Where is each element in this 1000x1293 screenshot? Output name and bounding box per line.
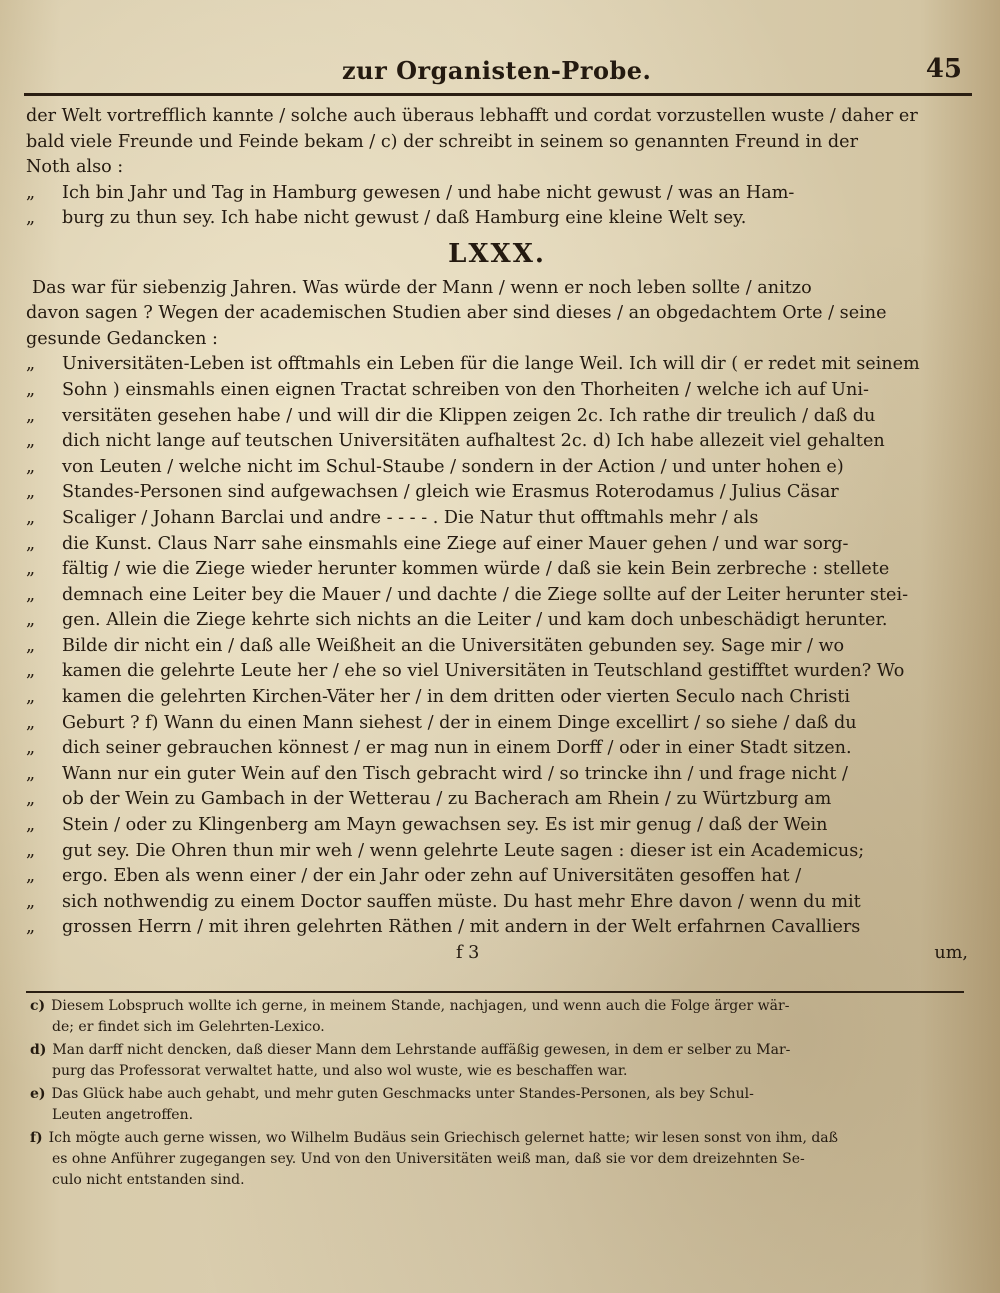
footnote-text: purg das Professorat verwaltet hatte, und also wol wuste, wie es beschaffen war. [52, 1063, 628, 1079]
quote-line: „ grossen Herrn / mit ihren gelehrten Räthen / mit andern in der Welt erfahrnen Cavalliers [26, 915, 968, 941]
quote-line: „ demnach eine Leiter bey die Mauer / und dachte / die Ziege sollte auf der Leiter herunter stei- [26, 583, 968, 609]
footnote-marker: c) [30, 998, 46, 1014]
quote-line: „ Geburt ? f) Wann du einen Mann siehest / der in einem Dinge excellirt / so siehe / daß du [26, 711, 968, 737]
quote-line: „ von Leuten / welche nicht im Schul-Staube / sondern in der Action / und unter hohen e) [26, 455, 968, 481]
quote-line: „ Bilde dir nicht ein / daß alle Weißheit an die Universitäten gebunden sey. Sage mir / wo [26, 634, 968, 660]
footnotes [30, 996, 962, 1193]
footnote-marker: d) [30, 1042, 47, 1058]
quote-line: „ Standes-Personen sind aufgewachsen / gleich wie Erasmus Roterodamus / Julius Cäsar [26, 480, 968, 506]
running-title: zur Organisten-Probe. [342, 56, 652, 85]
header-rule [24, 93, 972, 96]
quote-line: „ dich seiner gebrauchen könnest / er mag nun in einem Dorff / oder in einer Stadt sitzen. [26, 736, 968, 762]
quote-line: „ burg zu thun sey. Ich habe nicht gewust / daß Hamburg eine kleine Welt sey. [26, 206, 968, 232]
quote-line: „ versitäten gesehen habe / und will dir die Klippen zeigen 2c. Ich rathe dir treulich / daß du [26, 404, 968, 430]
text-line: Noth also : [26, 157, 124, 178]
page-foot-line [26, 941, 968, 967]
quote-line: „ kamen die gelehrte Leute her / ehe so viel Universitäten in Teutschland gestifftet wurden? Wo [26, 659, 968, 685]
footnote-marker: f) [30, 1130, 43, 1146]
quote-line: „ Wann nur ein guter Wein auf den Tisch gebracht wird / so trincke ihn / und frage nicht / [26, 762, 968, 788]
text-line: bald viele Freunde und Feinde bekam / c) der schreibt in seinem so genannten Freund in der [26, 131, 858, 152]
quote-line: „ Ich bin Jahr und Tag in Hamburg gewesen / und habe nicht gewust / was an Ham- [26, 181, 968, 207]
footnote-d [30, 1040, 962, 1082]
quote-line: „ sich nothwendig zu einem Doctor sauffen müste. Du hast mehr Ehre davon / wenn du mit [26, 890, 968, 916]
footnote-text: Das Glück habe auch gehabt, und mehr guten Geschmacks unter Standes-Personen, als bey Schul- [51, 1086, 754, 1102]
catchword: um, [934, 943, 968, 963]
footnote-text: Leuten angetroffen. [52, 1107, 194, 1123]
footnote-c [30, 996, 962, 1038]
footnote-text: de; er findet sich im Gelehrten-Lexico. [52, 1019, 325, 1035]
footnote-text: Diesem Lobspruch wollte ich gerne, in meinem Stande, nachjagen, und wenn auch die Folge ärger wär- [51, 998, 790, 1014]
running-header [22, 52, 970, 92]
quote-line: „ gen. Allein die Ziege kehrte sich nichts an die Leiter / und kam doch unbeschädigt herunter. [26, 608, 968, 634]
footnote-text: es ohne Anführer zugegangen sey. Und von den Universitäten weiß man, daß sie vor dem dreizehnten Se- [52, 1151, 805, 1167]
text-line: davon sagen ? Wegen der academischen Studien aber sind dieses / an obgedachtem Orte / seine [26, 303, 887, 324]
quote-line: „ Scaliger / Johann Barclai und andre - - - - . Die Natur thut offtmahls mehr / als [26, 506, 968, 532]
page-number: 45 [925, 54, 962, 84]
quote-line: „ ob der Wein zu Gambach in der Wetterau / zu Bacherach am Rhein / zu Würtzburg am [26, 787, 968, 813]
quote-line: „ Universitäten-Leben ist offtmahls ein Leben für die lange Weil. Ich will dir ( er redet mit seinem [26, 352, 968, 378]
quote-line: „ die Kunst. Claus Narr sahe einsmahls eine Ziege auf einer Mauer gehen / und war sorg- [26, 532, 968, 558]
quote-line: „ Sohn ) einsmahls einen eignen Tractat schreiben von den Thorheiten / welche ich auf Uni- [26, 378, 968, 404]
text-line: Das war für siebenzig Jahren. Was würde der Mann / wenn er noch leben sollte / anitzo [32, 277, 812, 298]
main-text [26, 104, 968, 967]
quote-line: „ fältig / wie die Ziege wieder herunter kommen würde / daß sie kein Bein zerbreche : stellete [26, 557, 968, 583]
quote-line: „ kamen die gelehrten Kirchen-Väter her / in dem dritten oder vierten Seculo nach Christi [26, 685, 968, 711]
footnote-text: culo nicht entstanden sind. [52, 1172, 245, 1188]
footnote-text: Man darff nicht dencken, daß dieser Mann dem Lehrstande auffäßig gewesen, in dem er selber zu Mar- [52, 1042, 791, 1058]
text-line: der Welt vortrefflich kannte / solche auch überaus lebhafft und cordat vorzustellen wuste / daher er [26, 106, 918, 126]
text-line: gesunde Gedancken : [26, 328, 218, 349]
signature-mark: f 3 [456, 943, 480, 963]
section-heading: LXXX. [448, 238, 546, 269]
footnote-marker: e) [30, 1086, 46, 1102]
footnote-text: Ich mögte auch gerne wissen, wo Wilhelm Budäus sein Griechisch gelernet hatte; wir lesen sonst von ihm, daß [48, 1130, 839, 1146]
footnote-rule [26, 991, 964, 993]
quote-line: „ gut sey. Die Ohren thun mir weh / wenn gelehrte Leute sagen : dieser ist ein Academicus; [26, 839, 968, 865]
footnote-f [30, 1128, 962, 1191]
quote-line: „ ergo. Eben als wenn einer / der ein Jahr oder zehn auf Universitäten gesoffen hat / [26, 864, 968, 890]
footnote-e [30, 1084, 962, 1126]
quote-line: „ Stein / oder zu Klingenberg am Mayn gewachsen sey. Es ist mir genug / daß der Wein [26, 813, 968, 839]
quote-line: „ dich nicht lange auf teutschen Universitäten aufhaltest 2c. d) Ich habe allezeit viel gehalten [26, 429, 968, 455]
